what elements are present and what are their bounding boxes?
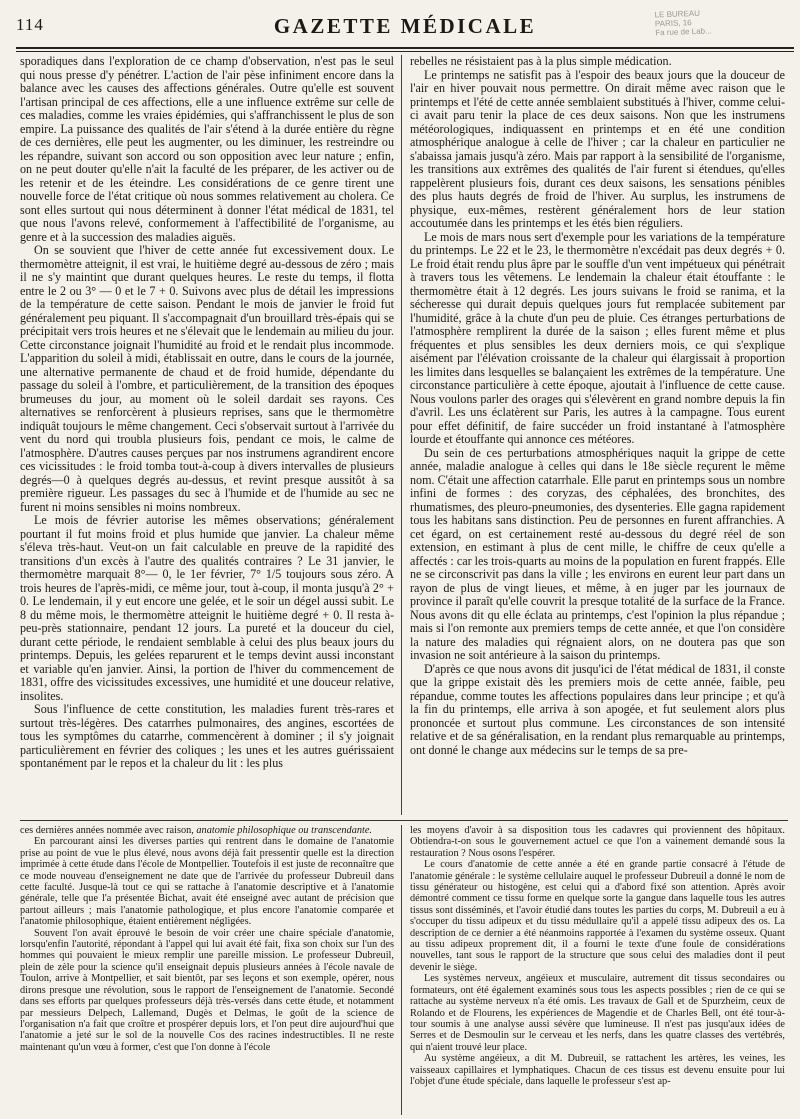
column-divider [401,55,402,815]
page-header [16,8,794,46]
lower-right-column [410,825,785,1115]
paragraph: D'après ce que nous avons dit jusqu'ici de l'état médical de 1831, il conste que la grippe existait dès les premiers mois de cette année, faible, peu répandue, comme toutes les affections populaires dans leur principe ; et qu'à la fin du printemps, elle arriva à son apogée, et fut seulement alors plus prononcée et surtout plus commune. Les circonstances de son intensité relative et de sa généralisation, en la rendant plus remarquable au printemps, ont donné le change aux médecins sur le temps de sa pre- [410,661,785,757]
stamp-line: Fa rue de Lab... [655,26,712,38]
paragraph: Le cours d'anatomie de cette année a été en grande partie consacré à l'étude de l'anatomie générale : le système cellulaire auquel le professeur Dubreuil a donné le nom de tissu générateur ou histogène, est celui qui a d'abord fixé son attention. Après avoir démontré comment ce tissu forme en quelque sorte la gangue dans laquelle tous les autres tissus sont disséminés, et l'avoir étudié dans toutes les parties du corps, M. Dubreuil a eu à s'occuper du tissu adipeux et du tissu médullaire qu'il a appelé tissu adipeux des os. La description de ce dernier a été néanmoins rapportée à l'examen du système osseux. Quant au tissu adipeux proprement dit, il a fourni le texte d'une foule de considérations nouvelles, tant sous le rapport de la structure que sous celui des maladies dont il peut devenir le siège. [410,859,785,973]
journal-title: GAZETTE MÉDICALE [273,14,537,38]
stamp-line: PARIS, 16 [654,18,692,29]
upper-right-column [410,55,785,815]
section-divider [20,820,788,821]
paragraph: Le printemps ne satisfit pas à l'espoir des beaux jours que la douceur de l'air en hiver pouvait nous permettre. On dirait même avec raison que le printemps et l'été de cette année semblaient substitués à l'hiver, comme celui-ci avait paru tenir la place de ces deux saisons. Non que les instrumens météorologiques, indiquassent en printemps et en été une condition atmosphérique analogue à celle de l'hiver ; car la chaleur en particulier ne s'abaissa jamais jusqu'à zéro. Mais par rapport à la sensibilité de l'organisme, les transitions aux extrêmes des qualités de l'air furent si étendues, qu'elles rappelèrent plusieurs fois, durant ces deux saisons, les sensations pénibles des plus hauts degrés de froid de l'hiver. Au surplus, les instrumens de physique, eux-mêmes, restèrent généralement hors de leur station accoutumée dans les printemps et les étés bien réguliers. [410,67,785,230]
paragraph: En parcourant ainsi les diverses parties qui rentrent dans le domaine de l'anatomie prise au point de vue le plus élevé, nous avons déjà fait pressentir quelle est la direction imprimée à cette étude dans l'école de Montpellier. Toutefois il est juste de reconnaître que ce mode nouveau d'enseignement ne date que de l'arrivée du professeur Dubreuil dans cette faculté. Jusque-là tout ce qui se rattache à l'anatomie descriptive et à l'anatomie générale, telle que l'a présentée Bichat, avait été enseigné avec autant de précision que partout ailleurs ; mais l'anatomie pathologique, et plus encore l'anatomie comparée et l'anatomie philosophique, étaient entièrement négligées. [20,836,394,928]
paragraph: Le mois de mars nous sert d'exemple pour les variations de la température du printemps. Le 22 et le 23, le thermomètre n'excédait pas deux degrés + 0. Le froid était rendu plus âpre par le souffle d'un vent impétueux qui pénétrait à travers tous les vêtemens. Le lendemain la chaleur était étouffante : le thermomètre était à 12 degrés. Les jours suivans le froid se ranima, et la sécheresse qui durait depuis quelques jours fut remplacée subitement par l'humidité, grâce à la chute d'un peu de pluie. Ces étranges perturbations de l'atmosphère remplirent la durée de la saison ; elles furent même et plus fréquentes et plus sensibles les deux derniers mois, ce qui s'explique aisément par l'élévation croissante de la chaleur qui élargissait à proportion les limites dans lesquelles se balançaient les extrêmes de la température. Une circonstance particulière à cette époque, ajoutait à l'influence de cette cause. Nous voulons parler des orages qui s'élevèrent en grand nombre depuis la fin d'avril. Les uns éclatèrent sur Paris, les autres à la campagne. Tous eurent pour effet définitif, de faire succéder un froid instantané à l'atmosphère lourde et étouffante qui annonce ces météores. [410,229,785,446]
paragraph: Au système angéieux, a dit M. Dubreuil, se rattachent les artères, les veines, les vaisseaux capillaires et lymphatiques. Chacun de ces tissus est devenu ensuite pour lui l'objet d'une étude spéciale, dans laquelle le professeur s'est ap- [410,1053,785,1087]
paragraph: sporadiques dans l'exploration de ce champ d'observation, n'est pas le seul qui nous presse d'y pénétrer. L'action de l'air pèse infiniment encore dans la balance avec les causes des affections générales. Outre qu'elle est souvent l'artisan principal de ces affections, elle a une influence extrême sur celle de ces maladies, comme les vraies épidémies, qui s'affranchissent le plus de son empire. La puissance des qualités de l'air s'étend à la durée entière du règne de ces dernières, elle peut les augmenter, ou les diminuer, les restreindre ou les répandre, suivant son accord ou son opposition avec leur nature ; enfin, on ne peut douter qu'elle n'ait la faculté de les préparer, de les activer ou de les retenir et de les éteindre. Les considérations de ce genre tirent une nouvelle force de l'état critique où nous sommes relativement au cholera. Ce sont elles surtout qui nous déterminent à donner l'état médical de 1831, tel que nous l'avons relevé, conformement à l'affectibilité de l'organisme, au genre et à la succession des maladies aiguës. [20,55,394,244]
stamp-line: LE BUREAU [654,8,701,20]
column-divider [401,825,402,1115]
paragraph: On se souvient que l'hiver de cette année fut excessivement doux. Le thermomètre atteignit, il est vrai, le huitième degré au-dessous de zéro ; mais il ne s'y maintint que durant quelques heures. Le reste du temps, il flotta entre le 2 ou 3° — 0 et le 7 + 0. Suivons avec plus de détail les impressions de la température de cette saison. Pendant le mois de janvier le froid fut généralement peu piquant. Il s'accompagnait d'un brouillard très-épais qui se précipitait vers trois heures et ne s'élevait que le lendemain au milieu du jour. Cette circonstance joignait l'humidité au froid et le rendait plus incommode. L'apparition du soleil à midi, établissait en outre, dans le cours de la journée, une alternative permanente de chaud et de froid humide, dépendante du passage du soleil à l'ombre, et particulièrement, de la transition des époques brumeuses du jour, au moment où le soleil dardait ses rayons. Ces alternatives se renforcèrent à plusieurs reprises, sans que le thermomètre indiquât toujours le même changement. Ceci s'observait surtout à l'arrivée du vent du nord qui troubla plusieurs fois, pendant ce mois, le calme de l'atmosphère. D'autres causes perçues par nos instrumens agrandirent encore ces vicissitudes : le froid tomba tout-à-coup à divers intervalles de plusieurs degrés—0 à quelques degrés au-dessus, et revint presque aussitôt à sa première rigueur. Les passages du sec à l'humide et de l'humide au sec ne furent ni moins sensibles ni moins nombreux. [20,243,394,514]
paragraph: Les systèmes nerveux, angéieux et musculaire, autrement dit tissus secondaires ou formateurs, ont été également examinés sous tous les aspects possibles ; rien de ce qui se rattache au système nerveux n'a été omis. Les travaux de Gall et de Spurzheim, ceux de Rolando et de Flourens, les expériences de Magendie et de Charles Bell, ont été tour-à-tour soumis à une analyse aussi sévère que lumineuse. Il n'est pas jusqu'aux idées de Serres et de Desmoulin sur le cerveau et les nerfs, dans les quatre classes des vertébrés, qui n'aient trouvé leur place. [410,973,785,1053]
upper-left-column [20,55,394,815]
lower-left-column [20,825,394,1115]
paragraph: rebelles ne résistaient pas à la plus simple médication. [410,55,672,68]
lead-text: ces dernières années nommée avec raison, [20,825,197,836]
paragraph: Du sein de ces perturbations atmosphériques naquit la grippe de cette année, maladie analogue à celles qui dans le 18e siècle reçurent le même nom. C'était une affection catarrhale. Elle parut en printemps sous un nombre infini de formes : des coryzas, des céphalées, des bronchites, des rhumatismes, des pleuro-pneumonies, des dysenteries. Elle gagna rapidement tous les habitans sans distinction. Peu de personnes en furent affranchies. A cet égard, on est certainement resté au-dessous du degré réel de son extension, en estimant à plus de cent mille, le chiffre de ceux qu'elle a affectés : car les trois-quarts au moins de la population en furent frappés. Elle ne se circonscrivit pas dans la ville ; les environs en eurent leur part dans un rayon de plus de vingt lieues, et même, à en juger par les journaux de province il paraît qu'elle couvrit la presque totalité de la surface de la France. Nous avons dit qu elle éclata au printemps, c'est l'opinion la plus répandue ; mais si l'on remonte aux premiers temps de cette année, et que l'on considère la nature des maladies qui régnaient alors, on ne doutera pas que son invasion ne soit antérieure à la saison du printemps. [410,445,785,662]
paragraph: Sous l'influence de cette constitution, les maladies furent très-rares et surtout très-légères. Des catarrhes pulmonaires, des angines, escortées de tous les symptômes du catarrhe, commencèrent à dominer ; il s'y joignait particulièrement en février des coliques ; les unes et les autres guérissaient spontanément par le repos et la chaleur du lit : les plus [20,702,394,770]
header-rule [16,51,794,52]
paragraph: les moyens d'avoir à sa disposition tous les cadavres qui proviennent des hôpitaux. Obtiendra-t-on sous le gouvernement actuel ce que l'on a vainement demandé sous la restauration ? Nous osons l'espérer. [410,825,785,859]
library-stamp [654,6,790,45]
paragraph: Souvent l'on avait éprouvé le besoin de voir créer une chaire spéciale d'anatomie, lorsqu'enfin l'autorité, répondant à l'appel qui lui avait été fait, fixa son choix sur l'un des hommes qui pouvaient le mieux remplir une pareille mission. Le professeur Dubreuil, plein de zèle pour la science qu'il enseignait depuis plusieurs années à l'école navale de Toulon, arrive à Montpellier, et sait bientôt, par ses leçons et son exemple, opérer, nous dirons presque une révolution, sous le rapport de l'enseignement de l'anatomie. Secondé dans ses efforts par quelques professeurs déjà très-versés dans cette étude, et notamment par messieurs Delpech, Lallemand, Dugès et Delmas, le goût de la science de l'organisation n'a fait que croître et prospérer depuis lors, et l'on peut dire aujourd'hui que l'anatomie a jeté sur le sol de la nouvelle Cos des racines indestructibles. Il ne reste maintenant qu'un vœu à former, c'est que l'on donne à l'école [20,927,394,1053]
page-number: 114 [16,15,44,34]
header-rule [16,47,794,49]
paragraph: Le mois de février autorise les mêmes observations; généralement pourtant il fut moins froid et plus humide que janvier. La chaleur même s'éleva très-haut. Veut-on un fait calculable en preuve de la rapidité des transitions d'un excès à l'autre des qualités contraires ? Le 31 janvier, le thermomètre marquait 8°— 0, le 1er février, 7° 1/5 toujours sous zéro. A trois heures de l'après-midi, ce même jour, tout à-coup, il monta jusqu'à 2° + 0. Le lendemain, il y eut encore une gelée, et le soir un dégel aussi subit. Le 8 du même mois, le thermomètre atteignit le huitième degré + 0. Il resta à-peu-près stationnaire, pendant 12 jours. La pureté et la douceur du ciel, durant cette période, le rendaient semblable à celui des plus beaux jours du printemps. Depuis, les gelées reparurent et le temps devint aussi inconstant et variable qu'en janvier. Ainsi, la portion de l'hiver du commencement de 1831, offre des vicissitudes excessives, une humidité et une douceur relative, insolites. [20,513,394,703]
paragraph [20,825,394,836]
lead-italic-text: anatomie philosophique ou transcendante. [196,825,373,836]
